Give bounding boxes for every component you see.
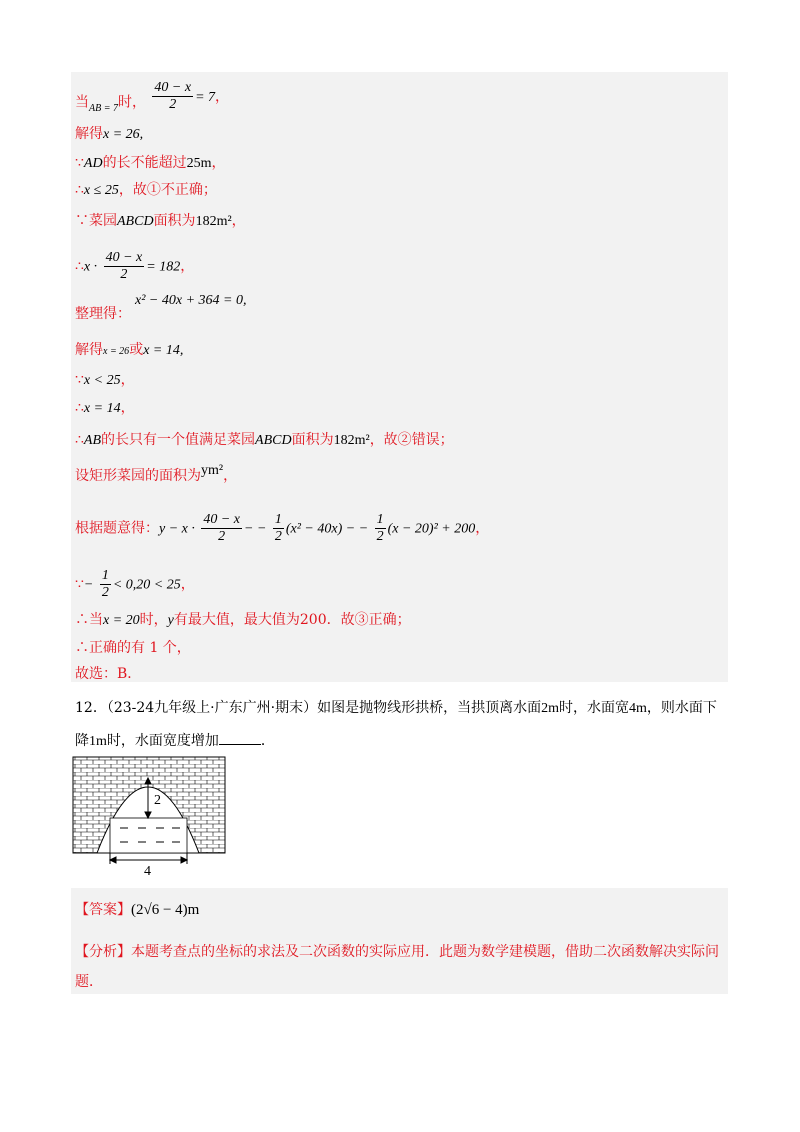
fraction: $\frac{40 - x}{2}$ bbox=[105, 250, 143, 282]
solution-line-7: 整理得：x² − 40x + 364 = 0, bbox=[75, 293, 247, 322]
solution-line-17: 故选：B． bbox=[75, 666, 142, 682]
solution-line-3: ∵AD的长不能超过25m， bbox=[75, 155, 226, 171]
solution-line-4: ∴x ≤ 25，故①不正确； bbox=[75, 182, 217, 198]
analysis-line-1: 【分析】本题考查点的坐标的求法及二次函数的实际应用．此题为数学建模题，借助二次函数解决实际问 bbox=[75, 944, 719, 960]
fraction: $\frac{40 - x}{2}$ bbox=[154, 80, 192, 112]
solution-line-5: ∵菜园ABCD面积为182m²， bbox=[75, 213, 246, 229]
answer-line: 【答案】(2√6 − 4)m bbox=[75, 902, 200, 918]
solution-line-9: ∵x < 25， bbox=[75, 372, 135, 388]
solution-line-16: ∴正确的有 1 个， bbox=[75, 640, 191, 656]
question-12-line-2: 降1m时，水面宽度增加 ． bbox=[75, 730, 275, 752]
width-label: 4 bbox=[144, 864, 151, 876]
solution-line-15: ∴当x = 20时，y有最大值，最大值为200．故③正确； bbox=[75, 612, 411, 628]
arch-bridge-figure bbox=[72, 756, 228, 876]
fraction: $\frac{1}{2}$ bbox=[274, 512, 282, 544]
solution-line-12: 设矩形菜园的面积为ym²， bbox=[75, 463, 238, 484]
width-arrow bbox=[110, 853, 187, 864]
analysis-line-2: 题． bbox=[75, 974, 103, 990]
solution-line-8: 解得x = 26或x = 14, bbox=[75, 342, 184, 358]
question-12-line-1: 12．（23-24九年级上·广东广州·期末）如图是抛物线形拱桥，当拱顶离水面2m时，水面宽4m，则水面下 bbox=[75, 700, 717, 716]
solution-line-13: 根据题意得：y − x · $\frac{40 - x}{2}$ − − $\frac{1}{2}$ (x² − 40x) − − $\frac{1}{2}$ (x − 20)² + 200， bbox=[75, 512, 490, 544]
solution-line-14: ∵− $\frac{1}{2}$ < 0,20 < 25， bbox=[75, 568, 195, 600]
solution-line-2: 解得x = 26, bbox=[75, 126, 144, 142]
fraction: $\frac{1}{2}$ bbox=[376, 512, 384, 544]
height-label: 2 bbox=[154, 793, 161, 808]
fraction: $\frac{1}{2}$ bbox=[101, 568, 109, 600]
fraction: $\frac{40 - x}{2}$ bbox=[203, 512, 240, 544]
answer-blank bbox=[219, 730, 261, 745]
water bbox=[110, 818, 187, 853]
solution-line-1: 当$_{AB = 7}$时， $\frac{40 - x}{2}$ = 7， bbox=[75, 80, 230, 114]
solution-line-11: ∴AB的长只有一个值满足菜园ABCD面积为182m²，故②错误； bbox=[75, 432, 454, 448]
solution-line-6: ∴x · $\frac{40 - x}{2}$ = 182， bbox=[75, 250, 195, 282]
solution-line-10: ∴x = 14， bbox=[75, 400, 135, 416]
